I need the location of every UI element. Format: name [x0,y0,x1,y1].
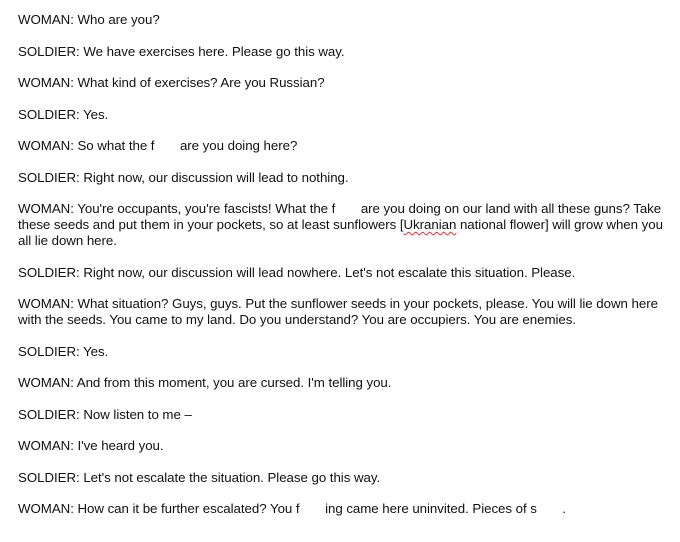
speaker-label: SOLDIER: [18,43,80,59]
speaker-label: SOLDIER: [18,264,80,280]
transcript-line [18,75,668,91]
speaker-label: WOMAN: [18,138,74,153]
transcript-line [18,375,668,391]
transcript-line [18,12,668,28]
line-text: I've heard you. [73,438,164,453]
speaker-label: SOLDIER: [18,406,80,422]
transcript-line [18,107,668,123]
speaker-label: SOLDIER: [18,343,80,359]
spellcheck-underlined-word: Ukranian [403,217,457,232]
line-text: Now listen to me – [79,406,192,422]
transcript-line [18,201,668,249]
speaker-label: WOMAN: [18,201,74,216]
line-text: Yes. [79,343,109,359]
line-text: Who are you? [73,12,160,27]
transcript-line [18,296,668,328]
line-text: What situation? Guys, guys. Put the sunflower seeds in your pockets, please. You will lie down here with the seeds. You came to my land. Do you understand? You are occupiers. You are enemies. [18,296,662,327]
transcript-line [18,407,668,423]
transcript-line [18,265,668,281]
transcript-document [18,12,668,533]
speaker-label: WOMAN: [18,375,74,390]
line-text-after: national flower] will grow when you all lie down here. [18,217,667,248]
transcript-line [18,470,668,486]
transcript-line [18,138,668,154]
line-text: Right now, our discussion will lead to nothing. [79,169,349,185]
speaker-label: SOLDIER: [18,469,80,485]
speaker-label: WOMAN: [18,12,74,27]
line-text: We have exercises here. Please go this way. [79,43,345,59]
speaker-label: WOMAN: [18,296,74,311]
line-text: Let's not escalate the situation. Please go this way. [79,469,381,485]
line-text: Right now, our discussion will lead nowhere. Let's not escalate this situation. Please. [79,264,576,280]
transcript-line [18,170,668,186]
line-text: How can it be further escalated? You f ing came here uninvited. Pieces of s . [73,501,567,516]
line-text: And from this moment, you are cursed. I'm telling you. [73,375,392,390]
transcript-line [18,344,668,360]
speaker-label: WOMAN: [18,75,74,90]
line-text-before: You're occupants, you're fascists! What the f are you doing on our land with all these guns? Take these seeds and put them in your pockets, so at least sunflowers [ [18,201,665,232]
line-text: What kind of exercises? Are you Russian? [73,75,325,90]
speaker-label: SOLDIER: [18,169,80,185]
line-text: So what the f are you doing here? [73,138,298,153]
speaker-label: SOLDIER: [18,106,80,122]
speaker-label: WOMAN: [18,501,74,516]
speaker-label: WOMAN: [18,438,74,453]
transcript-line [18,438,668,454]
transcript-line [18,44,668,60]
transcript-line [18,501,668,517]
line-text: Yes. [79,106,109,122]
